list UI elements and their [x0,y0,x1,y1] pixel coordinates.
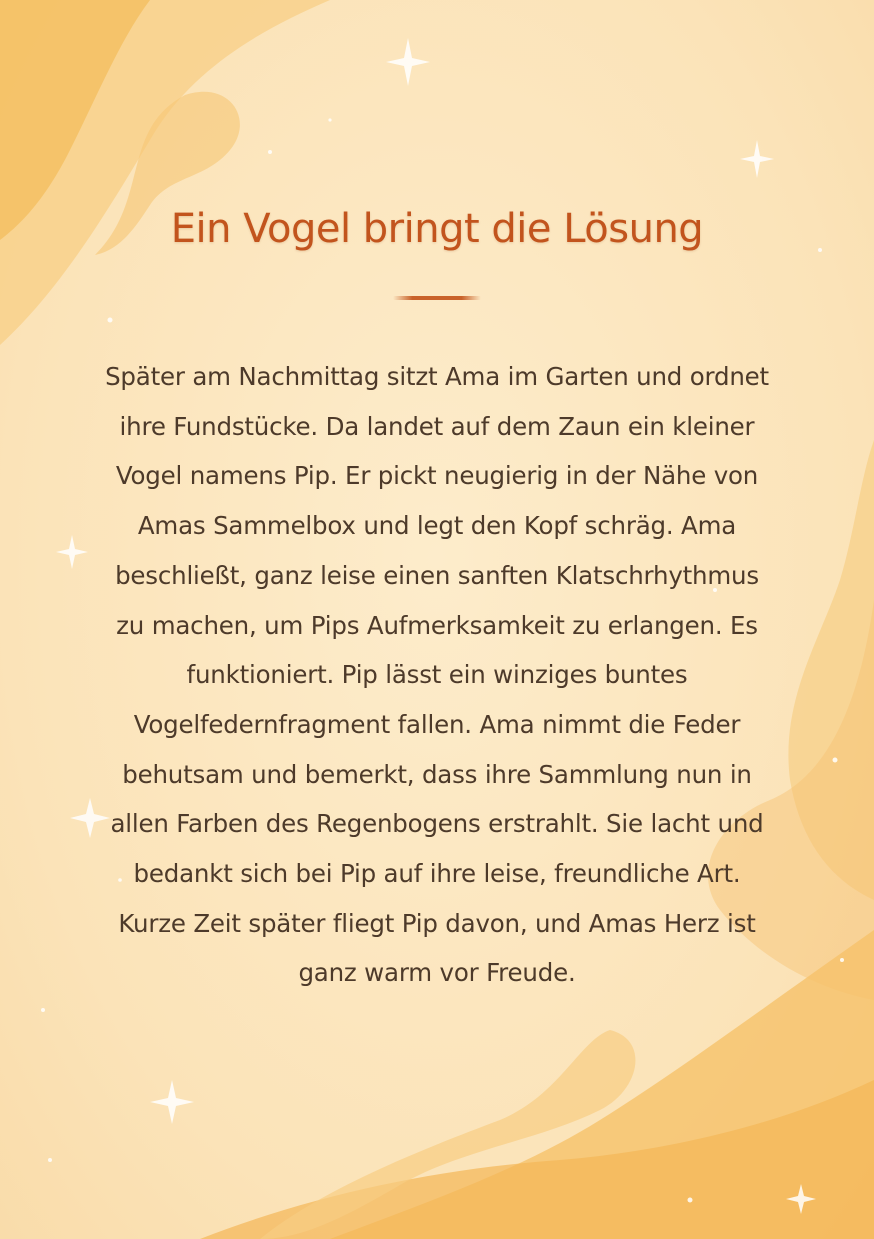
sparkle-dot [328,118,331,121]
sparkle-dot [688,1198,693,1203]
story-text: Später am Nachmittag sitzt Ama im Garten und ordnet ihre Fundstücke. Da landet auf dem Zaun ein kleiner Vogel namens Pip. Er pickt neugierig in der Nähe von Amas Sammelbox und legt den Kopf schräg. Ama beschließt, ganz leise einen sanften Klatschrhythmus zu machen, um Pips Aufmerksamkeit zu erlangen. Es funktioniert. Pip lässt ein winziges buntes Vogelfedernfragment fallen. Ama nimmt die Feder behutsam und bemerkt, dass ihre Sammlung nun in allen Farben des Regenbogens erstrahlt. Sie lacht und bedankt sich bei Pip auf ihre leise, freundliche Art. Kurze Zeit später fliegt Pip davon, und Amas Herz ist ganz warm vor Freude. [105,362,769,988]
sparkle-star [56,535,88,569]
sparkle-dot [48,1158,52,1162]
sparkle-star [740,140,774,178]
title-divider [393,296,481,300]
sparkle-star [386,38,430,86]
sparkle-dot [108,318,113,323]
sparkle-dot [268,150,272,154]
story-title: Ein Vogel bringt die Lösung [170,206,704,252]
sparkle-dot [840,958,844,962]
sparkle-dot [41,1008,45,1012]
sparkle-dot [833,758,838,763]
sparkle-star [150,1080,194,1124]
